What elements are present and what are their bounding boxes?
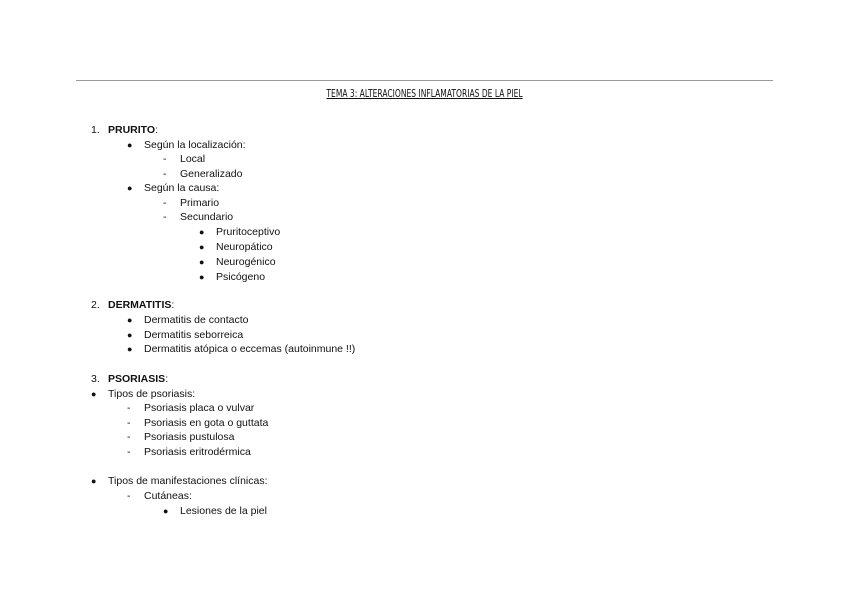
header-rule xyxy=(76,80,773,81)
list-item-text: Psoriasis eritrodérmica xyxy=(144,446,251,458)
list-item-text: Primario xyxy=(180,197,220,209)
bullet-icon: ● xyxy=(127,330,133,340)
bullet-icon: ● xyxy=(127,315,133,325)
list-item-text: Generalizado xyxy=(180,168,243,180)
list-item-text: Dermatitis de contacto xyxy=(144,314,249,326)
list-item-text: Neuropático xyxy=(216,241,273,253)
list-item-text: Tipos de manifestaciones clínicas: xyxy=(108,475,268,487)
list-number: 2. xyxy=(91,299,100,311)
dash-icon: - xyxy=(163,168,167,180)
bullet-icon: ● xyxy=(199,227,205,237)
dash-icon: - xyxy=(127,417,131,429)
heading-text: DERMATITIS xyxy=(108,299,172,311)
list-item-text: Psicógeno xyxy=(216,271,266,283)
dash-icon: - xyxy=(163,197,167,209)
bullet-icon: ● xyxy=(127,140,133,150)
list-item-text: Secundario xyxy=(180,211,234,223)
page-title: TEMA 3: ALTERACIONES INFLAMATORIAS DE LA PIEL xyxy=(326,88,523,100)
bullet-icon: ● xyxy=(91,476,97,486)
dash-icon: - xyxy=(127,490,131,502)
bullet-icon: ● xyxy=(127,344,133,354)
list-item-text: Tipos de psoriasis: xyxy=(108,388,196,400)
dash-icon: - xyxy=(163,211,167,223)
dash-icon: - xyxy=(127,402,131,414)
list-item-text: Local xyxy=(180,153,206,165)
bullet-icon: ● xyxy=(199,257,205,267)
bullet-icon: ● xyxy=(163,506,169,516)
list-item-text: Según la causa: xyxy=(144,182,220,194)
list-item-text: Lesiones de la piel xyxy=(180,505,267,517)
heading-text: PSORIASIS xyxy=(108,373,166,385)
dash-icon: - xyxy=(127,431,131,443)
list-item-text: Psoriasis pustulosa xyxy=(144,431,235,443)
dash-icon: - xyxy=(163,153,167,165)
heading-colon: : xyxy=(165,373,169,385)
list-item-text: Dermatitis seborreica xyxy=(144,329,244,341)
heading-colon: : xyxy=(155,124,158,136)
list-number: 1. xyxy=(91,124,100,136)
bullet-icon: ● xyxy=(127,183,133,193)
list-item-text: Cutáneas: xyxy=(144,490,192,502)
heading-text: PRURITO xyxy=(108,124,156,136)
list-item-text: Psoriasis en gota o guttata xyxy=(144,417,269,429)
list-item-text: Neurogénico xyxy=(216,256,276,268)
list-number: 3. xyxy=(91,373,100,385)
bullet-icon: ● xyxy=(91,389,97,399)
heading-colon: : xyxy=(171,299,175,311)
bullet-icon: ● xyxy=(199,242,205,252)
dash-icon: - xyxy=(127,446,131,458)
list-item-text: Psoriasis placa o vulvar xyxy=(144,402,255,414)
bullet-icon: ● xyxy=(199,272,205,282)
list-item-text: Según la localización: xyxy=(144,139,246,151)
list-item-text: Pruritoceptivo xyxy=(216,226,281,238)
list-item-text: Dermatitis atópica o eccemas (autoinmune !!) xyxy=(144,343,356,355)
